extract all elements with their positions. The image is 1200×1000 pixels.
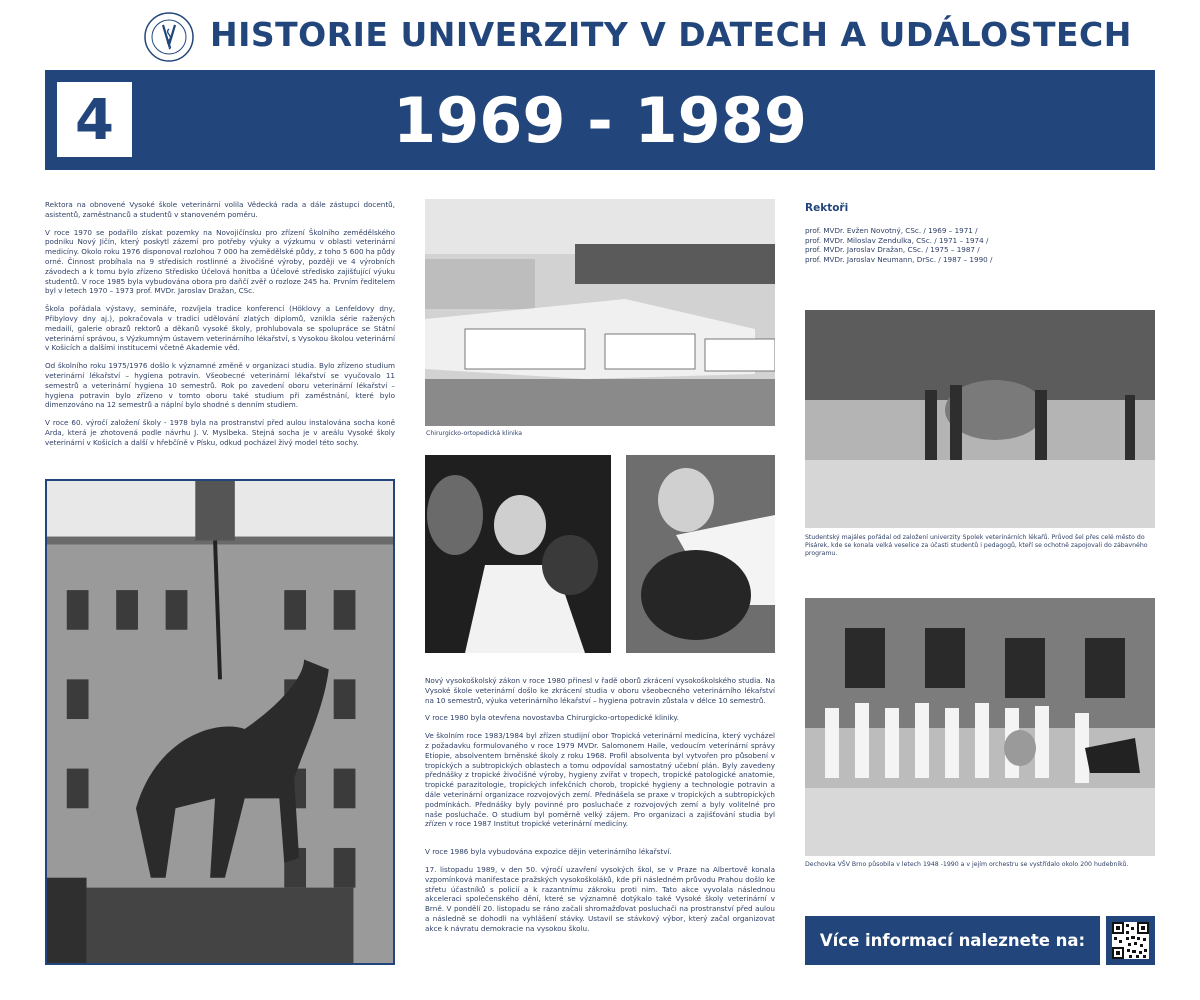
paragraph: Škola pořádala výstavy, semináře, rozvíjela tradice konferencí (Höklovy a Lenfeldovy dny, Přibylovy dny aj.), pokračovala v tradici udělování zlatých diplomů, vznikla série ražených medailí, galerie obrazů rektorů a děkanů vysoké školy, prohlubovala se spolupráce se Státní veterinární správou, s Výzkumným ústavem veterinárního lékařství, s Vysokou školou veterinární v Košicích a dalšími institucemi včetně Akademie věd. xyxy=(45,304,395,353)
paragraph: V roce 1986 byla vybudována expozice dějin veterinárního lékařství. xyxy=(425,847,672,857)
list-item: prof. MVDr. Jaroslav Dražan, CSc. / 1975 – 1987 / xyxy=(805,245,980,255)
middle-text-block xyxy=(425,676,775,942)
rectors-list xyxy=(805,226,1155,264)
paragraph: 17. listopadu 1989, v den 50. výročí uzavření vysokých škol, se v Praze na Albertově konala vzpomínková manifestace pražských vysokoškoláků, kde při následném průvodu Prahou došlo ke střetu účastníků s policií a k razantnímu zákroku proti nim. Tato akce vyvolala následnou akceleraci společenského dění, které se významně dotýkalo také Vysoké školy veterinární v Brně. V pondělí 20. listopadu se ráno začali shromažďovat posluchači na prostranství před aulou a následně se dohodli na vyhlášení stávky. Ustavil se stávkový výbor, který začal organizovat akce k návratu demokracie na vysokou školu. xyxy=(425,864,775,933)
horse-statue-photo xyxy=(45,479,395,965)
qr-code-icon[interactable] xyxy=(1112,922,1149,959)
paragraph: V roce 1980 byla otevřena novostavba Chirurgicko-ortopedické kliniky. xyxy=(425,713,679,723)
more-info-banner: Více informací naleznete na: xyxy=(805,916,1100,965)
list-item: prof. MVDr. Miloslav Zendulka, CSc. / 1971 – 1974 / xyxy=(805,235,989,245)
paragraph: Ve školním roce 1983/1984 byl zřízen studijní obor Tropická veterinární medicína, který vycházel z požadavku formulovaného v roce 1979 MVDr. Salomonem Haile, vedoucím veterinární správy Etiopie, absolventem brněnské školy z roku 1968. Profil absolventa byl vytvořen pro působení v tropických a subtropických oblastech a tomu odpovídal samostatný učební plán. Byly zavedeny přednášky z tropické živočišné výroby, hygieny zvířat v tropech, tropické patologické anatomie, tropické parazitologie, tropických infekčních chorob, tropické hygieny a technologie potravin a dále veterinární organizace rozvojových zemí. Přednášela se praxe v tropických a subtropických podmínkách. Přednášky byly povinné pro posluchače z rozvojových zemí a byly volitelné pro naše posluchače. O studium byl poměrně velký zájem. Pro organizaci a zajišťování studia byl zřízen v roce 1987 Institut tropické veterinární medicíny. xyxy=(425,731,775,829)
chimpanzee-photo-2 xyxy=(626,455,775,653)
clinic-caption: Chirurgicko-ortopedická klinika xyxy=(426,430,523,437)
list-item: prof. MVDr. Evžen Novotný, CSc. / 1969 – 1971 / xyxy=(805,226,978,235)
list-item: prof. MVDr. Jaroslav Neumann, DrSc. / 1987 – 1990 / xyxy=(805,254,993,264)
brass-band-photo xyxy=(805,598,1155,856)
clinic-photo xyxy=(425,199,775,426)
band-caption: Dechovka VŠV Brno působila v letech 1948 -1990 a v jejím orchestru se vystřídalo okolo 200 hudebníků. xyxy=(805,861,1129,868)
paragraph: Od školního roku 1975/1976 došlo k významné změně v organizaci studia. Bylo zřízeno studium veterinární lékařství – hygiena potravin. Všeobecné veterinární lékařství se vyučovalo 11 semestrů a veterinární hygiena 10 semestrů. Rok po zavedení oboru veterinární lékařství – hygiena potravin bylo zřízeno v tomto oboru také studium při zaměstnání, které bylo dimenzováno na 12 semestrů a náplní bylo shodné s denním studiem. xyxy=(45,361,395,410)
page-title: HISTORIE UNIVERZITY V DATECH A UDÁLOSTECH xyxy=(210,15,1132,54)
majales-caption: Studentský majáles pořádal od založení univerzity Spolek veterinárních lékařů. Průvod šel přes celé město do Pisárek, kde se konala velká veselice za účasti studentů i pedagogů, kteří se ochotně zapojovali do zábavného programu. xyxy=(805,534,1148,557)
paragraph: V roce 60. výročí založení školy - 1978 byla na prostranství před aulou instalována socha koně Arda, která je zhotovená podle návrhu J. V. Myslbeka. Stejná socha je v areálu Vysoké školy veterinární v Košicích a další v hřebčíně v Písku, odkud pocházel živý model této sochy. xyxy=(45,418,395,447)
majales-photo xyxy=(805,310,1155,528)
paragraph: V roce 1970 se podařilo získat pozemky na Novojičínsku pro zřízení Školního zemědělského podniku Nový Jičín, který poskytl zázemí pro potřeby výuky a výzkumu v oblasti veterinární medicíny. Okolo roku 1976 disponoval rozlohou 7 000 ha zemědělské půdy, z toho 5 600 ha půdy orné. Činnost probíhala na 9 středisích rostlinné a živočišné výroby, později ve 4 výrobních závodech a k tomu bylo zřízeno Středisko Účelová honitba a Účelové středisko zajišťující výuku studentů. V roce 1985 byla vybudována obora pro daňčí zvěř o rozloze 245 ha. Prvním ředitelem byl v letech 1970 – 1973 prof. MVDr. Jaroslav Dražan, CSc. xyxy=(45,227,395,296)
paragraph: Rektora na obnovené Vysoké škole veterinární volila Vědecká rada a dále zástupci docentů, asistentů, zaměstnanců a studentů v stanoveném poměru. xyxy=(45,200,395,219)
period-years: 1969 - 1989 xyxy=(392,84,808,157)
university-seal-icon xyxy=(143,11,195,63)
part-number: 4 xyxy=(57,82,132,157)
rectors-heading: Rektoři xyxy=(805,202,849,214)
paragraph: Nový vysokoškolský zákon v roce 1980 přinesl v řadě oborů zkrácení vysokoškolského studia. Na Vysoké škole veterinární došlo ke zkrácení studia v oboru všeobecného veterinárního lékařství na 10 semestrů, výuka veterinárního lékařství – hygiena potravin zůstala v délce 10 semestrů. xyxy=(425,676,775,705)
chimpanzee-photo-1 xyxy=(425,455,611,653)
left-text-block xyxy=(45,200,395,456)
